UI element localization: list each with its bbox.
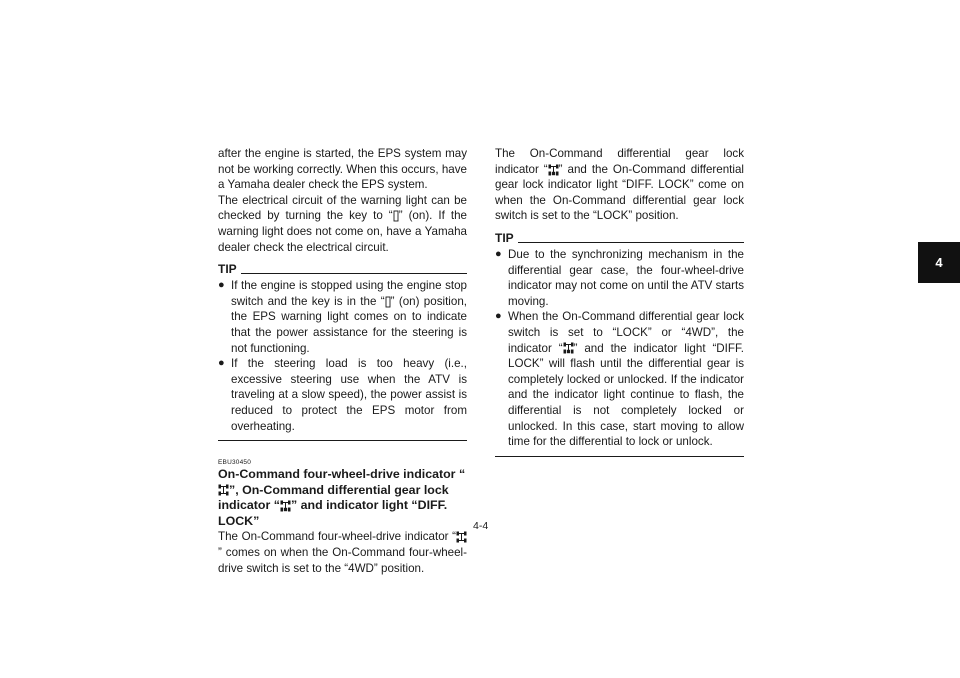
section-code: EBU30450: [218, 459, 252, 467]
diff-lock-icon: [280, 500, 291, 512]
bullet-icon: ●: [495, 310, 502, 323]
list-item: ● Due to the synchronizing mechanism in the differential gear case, the four-wheel-drive indicator may not come on until the ATV starts moving.: [495, 247, 744, 308]
bullet-icon: ●: [218, 357, 225, 370]
right-column: [495, 146, 744, 457]
bullet-icon: ●: [495, 247, 502, 260]
paragraph: The electrical circuit of the warning light can be checked by turning the key to “ ” (on). If the warning light does not come on, have a Yamaha dealer check the electrical circuit.: [218, 193, 467, 254]
paragraph: The On-Command four-wheel-drive indicator “” comes on when the On-Command four-wheel-drive switch is set to the “4WD” position.: [218, 530, 467, 575]
tip-label: TIP: [218, 262, 237, 277]
list-item: ● If the engine is stopped using the engine stop switch and the key is in the “ ” (on) position, the EPS warning light comes on to indicate that the power assistance for the steering is not functioning.: [218, 279, 467, 355]
diff-lock-icon: [563, 342, 574, 354]
diff-lock-icon: [548, 164, 559, 176]
divider: [518, 242, 744, 243]
paragraph: The On-Command differential gear lock indicator “ ” and the On-Command differential gear lock indicator light “DIFF. LOCK” come on when the On-Command differential gear lock switch is set to the “LOCK” position.: [495, 147, 745, 223]
section-heading: On-Command four-wheel-drive indicator “”, On-Command differential gear lock indicator “ ” and indicator light “DIFF. LOCK”: [218, 467, 466, 528]
divider: [495, 456, 744, 457]
chapter-tab: 4: [918, 242, 960, 283]
tip-header: [495, 231, 744, 245]
list-item: ● If the steering load is too heavy (i.e., excessive steering use when the ATV is traveling at a slow speed), the power assist is reduced to protect the EPS motor from overheating.: [218, 357, 467, 433]
list-item: ● When the On-Command differential gear lock switch is set to “LOCK” or “4WD”, the indicator “ ” and the indicator light “DIFF. LOCK” will flash until the differential gear is completely locked or unlocked. If the indicator and the indicator light continue to flash, the differential is not completely locked or unlocked. In this case, start moving to allow time for the differential to lock or unlock.: [495, 310, 744, 449]
four-wheel-drive-icon: [456, 531, 467, 543]
tip-label: TIP: [495, 230, 514, 245]
divider: [241, 273, 467, 274]
paragraph: after the engine is started, the EPS system may not be working correctly. When this occurs, have a Yamaha dealer check the EPS system.: [218, 147, 467, 192]
page-number: 4-4: [473, 520, 489, 532]
tip-header: [218, 262, 467, 276]
left-column: [218, 146, 467, 576]
bullet-icon: ●: [218, 279, 225, 292]
four-wheel-drive-icon: [218, 484, 229, 496]
divider: [218, 440, 467, 441]
